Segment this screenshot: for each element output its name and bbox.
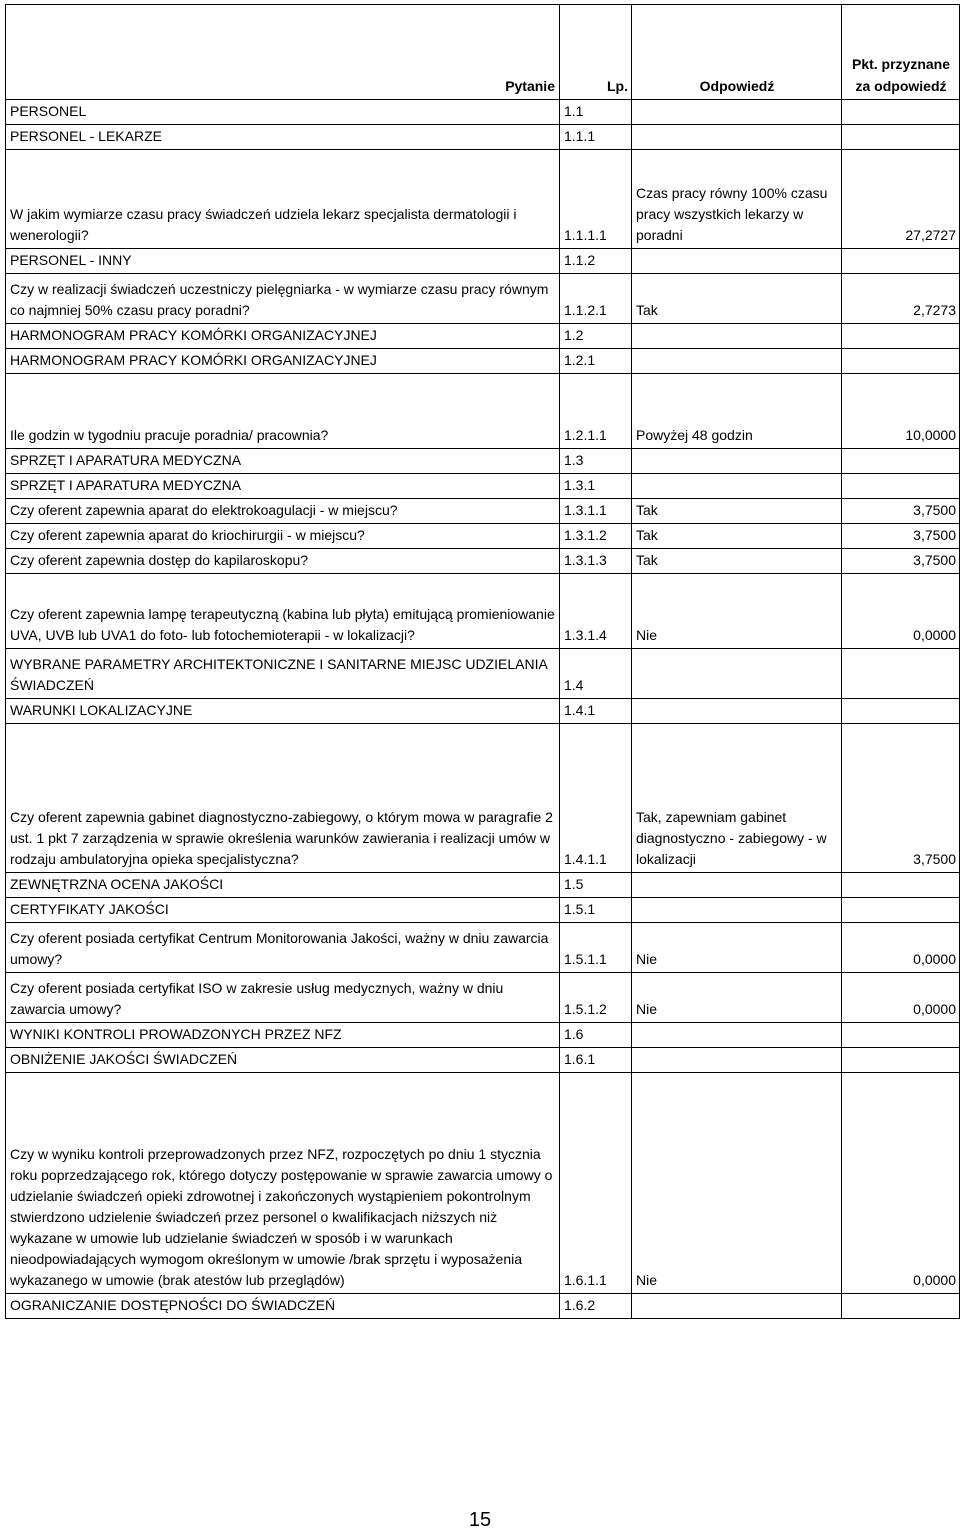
points-cell: 3,7500: [842, 499, 960, 524]
points-cell: [842, 249, 960, 274]
question-cell: CERTYFIKATY JAKOŚCI: [6, 898, 560, 923]
points-cell: 2,7273: [842, 274, 960, 324]
table-row: [6, 349, 960, 374]
lp-cell: 1.3: [560, 449, 632, 474]
points-cell: [842, 1294, 960, 1319]
question-cell: WYNIKI KONTROLI PROWADZONYCH PRZEZ NFZ: [6, 1023, 560, 1048]
lp-cell: 1.6.2: [560, 1294, 632, 1319]
points-cell: [842, 1048, 960, 1073]
table-row: [6, 324, 960, 349]
table-row: [6, 125, 960, 150]
answer-cell: [632, 898, 842, 923]
table-row: [6, 1023, 960, 1048]
points-cell: 27,2727: [842, 150, 960, 249]
lp-cell: 1.6: [560, 1023, 632, 1048]
answer-cell: [632, 873, 842, 898]
question-cell: Czy oferent posiada certyfikat ISO w zakresie usług medycznych, ważny w dniu zawarcia umowy?: [6, 973, 560, 1023]
question-cell: W jakim wymiarze czasu pracy świadczeń udziela lekarz specjalista dermatologii i wenerologii?: [6, 150, 560, 249]
table-row: [6, 923, 960, 973]
table-row: [6, 574, 960, 649]
question-cell: WYBRANE PARAMETRY ARCHITEKTONICZNE I SANITARNE MIEJSC UDZIELANIA ŚWIADCZEŃ: [6, 649, 560, 699]
answer-cell: Tak: [632, 499, 842, 524]
lp-cell: 1.3.1.1: [560, 499, 632, 524]
answer-cell: [632, 474, 842, 499]
points-cell: 3,7500: [842, 524, 960, 549]
points-cell: [842, 699, 960, 724]
question-cell: Czy oferent zapewnia lampę terapeutyczną (kabina lub płyta) emitującą promieniowanie UVA, UVB lub UVA1 do foto- lub fotochemioterapii - w lokalizacji?: [6, 574, 560, 649]
table-row: [6, 374, 960, 449]
points-cell: 3,7500: [842, 549, 960, 574]
question-cell: WARUNKI LOKALIZACYJNE: [6, 699, 560, 724]
question-cell: ZEWNĘTRZNA OCENA JAKOŚCI: [6, 873, 560, 898]
points-cell: 0,0000: [842, 1073, 960, 1294]
points-cell: 3,7500: [842, 724, 960, 873]
answer-cell: [632, 249, 842, 274]
answer-cell: Tak: [632, 549, 842, 574]
points-cell: 0,0000: [842, 574, 960, 649]
points-cell: [842, 324, 960, 349]
lp-cell: 1.3.1.2: [560, 524, 632, 549]
answer-cell: [632, 1023, 842, 1048]
points-cell: [842, 125, 960, 150]
lp-cell: 1.1.1: [560, 125, 632, 150]
points-cell: [842, 649, 960, 699]
lp-cell: 1.2.1.1: [560, 374, 632, 449]
table-body: [6, 100, 960, 1319]
points-cell: [842, 349, 960, 374]
header-odpowiedz: Odpowiedź: [632, 5, 842, 100]
lp-cell: 1.2.1: [560, 349, 632, 374]
lp-cell: 1.1.2: [560, 249, 632, 274]
points-cell: [842, 898, 960, 923]
points-cell: [842, 873, 960, 898]
table-row: [6, 549, 960, 574]
points-cell: [842, 1023, 960, 1048]
header-lp: Lp.: [560, 5, 632, 100]
answer-cell: [632, 100, 842, 125]
question-cell: HARMONOGRAM PRACY KOMÓRKI ORGANIZACYJNEJ: [6, 324, 560, 349]
answer-cell: Nie: [632, 923, 842, 973]
answer-cell: Nie: [632, 574, 842, 649]
answer-cell: Tak, zapewniam gabinet diagnostyczno - zabiegowy - w lokalizacji: [632, 724, 842, 873]
answer-cell: [632, 1048, 842, 1073]
answer-cell: [632, 1294, 842, 1319]
answer-cell: Czas pracy równy 100% czasu pracy wszystkich lekarzy w poradni: [632, 150, 842, 249]
points-cell: 0,0000: [842, 973, 960, 1023]
lp-cell: 1.6.1.1: [560, 1073, 632, 1294]
answer-cell: Tak: [632, 274, 842, 324]
table-row: [6, 1073, 960, 1294]
questionnaire-table: [5, 4, 960, 1319]
table-row: [6, 150, 960, 249]
question-cell: Czy oferent zapewnia aparat do kriochirurgii - w miejscu?: [6, 524, 560, 549]
lp-cell: 1.5.1.2: [560, 973, 632, 1023]
lp-cell: 1.4.1: [560, 699, 632, 724]
answer-cell: Nie: [632, 973, 842, 1023]
question-cell: PERSONEL - INNY: [6, 249, 560, 274]
lp-cell: 1.1.1.1: [560, 150, 632, 249]
question-cell: SPRZĘT I APARATURA MEDYCZNA: [6, 474, 560, 499]
points-cell: [842, 449, 960, 474]
question-cell: OBNIŻENIE JAKOŚCI ŚWIADCZEŃ: [6, 1048, 560, 1073]
table-row: [6, 499, 960, 524]
answer-cell: Nie: [632, 1073, 842, 1294]
question-cell: Czy oferent zapewnia gabinet diagnostyczno-zabiegowy, o którym mowa w paragrafie 2 ust. 1 pkt 7 zarządzenia w sprawie określenia warunków zawierania i realizacji umów w rodzaju ambulatoryjna opieka specjalistyczna?: [6, 724, 560, 873]
table-row: [6, 973, 960, 1023]
table-row: [6, 1048, 960, 1073]
table-row: [6, 724, 960, 873]
lp-cell: 1.6.1: [560, 1048, 632, 1073]
question-cell: HARMONOGRAM PRACY KOMÓRKI ORGANIZACYJNEJ: [6, 349, 560, 374]
points-cell: 10,0000: [842, 374, 960, 449]
question-cell: Czy w realizacji świadczeń uczestniczy pielęgniarka - w wymiarze czasu pracy równym co najmniej 50% czasu pracy poradni?: [6, 274, 560, 324]
table-row: [6, 449, 960, 474]
header-pytanie: Pytanie: [6, 5, 560, 100]
page-number: 15: [468, 1509, 492, 1531]
lp-cell: 1.4.1.1: [560, 724, 632, 873]
points-cell: [842, 100, 960, 125]
table-row: [6, 100, 960, 125]
lp-cell: 1.1.2.1: [560, 274, 632, 324]
header-pkt: Pkt. przyznane za odpowiedź: [842, 5, 960, 100]
table-row: [6, 699, 960, 724]
lp-cell: 1.3.1.3: [560, 549, 632, 574]
table-header-row: [6, 5, 960, 100]
answer-cell: [632, 449, 842, 474]
lp-cell: 1.2: [560, 324, 632, 349]
points-cell: [842, 474, 960, 499]
table-row: [6, 1294, 960, 1319]
answer-cell: [632, 349, 842, 374]
question-cell: Czy w wyniku kontroli przeprowadzonych przez NFZ, rozpoczętych po dniu 1 stycznia roku poprzedzającego rok, którego dotyczy postępowanie w sprawie zawarcia umowy o udzielanie świadczeń opieki zdrowotnej i zakończonych wystąpieniem pokontrolnym stwierdzono udzielenie świadczeń przez personel o kwalifikacjach niższych niż wykazane w umowie lub udzielanie świadczeń w sposób i w warunkach nieodpowiadających wymogom określonym w umowie /brak sprzętu i wyposażenia wykazanego w umowie (brak atestów lub przeglądów): [6, 1073, 560, 1294]
lp-cell: 1.5: [560, 873, 632, 898]
lp-cell: 1.5.1.1: [560, 923, 632, 973]
table-row: [6, 274, 960, 324]
question-cell: PERSONEL: [6, 100, 560, 125]
table-row: [6, 474, 960, 499]
table-row: [6, 524, 960, 549]
table-row: [6, 249, 960, 274]
question-cell: SPRZĘT I APARATURA MEDYCZNA: [6, 449, 560, 474]
question-cell: Czy oferent zapewnia aparat do elektrokoagulacji - w miejscu?: [6, 499, 560, 524]
lp-cell: 1.3.1: [560, 474, 632, 499]
table-row: [6, 898, 960, 923]
answer-cell: [632, 125, 842, 150]
answer-cell: Powyżej 48 godzin: [632, 374, 842, 449]
answer-cell: [632, 649, 842, 699]
answer-cell: [632, 324, 842, 349]
question-cell: Ile godzin w tygodniu pracuje poradnia/ pracownia?: [6, 374, 560, 449]
lp-cell: 1.5.1: [560, 898, 632, 923]
question-cell: Czy oferent posiada certyfikat Centrum Monitorowania Jakości, ważny w dniu zawarcia umowy?: [6, 923, 560, 973]
points-cell: 0,0000: [842, 923, 960, 973]
answer-cell: [632, 699, 842, 724]
table-row: [6, 649, 960, 699]
lp-cell: 1.1: [560, 100, 632, 125]
answer-cell: Tak: [632, 524, 842, 549]
question-cell: Czy oferent zapewnia dostęp do kapilaroskopu?: [6, 549, 560, 574]
lp-cell: 1.3.1.4: [560, 574, 632, 649]
lp-cell: 1.4: [560, 649, 632, 699]
table-row: [6, 873, 960, 898]
question-cell: OGRANICZANIE DOSTĘPNOŚCI DO ŚWIADCZEŃ: [6, 1294, 560, 1319]
question-cell: PERSONEL - LEKARZE: [6, 125, 560, 150]
